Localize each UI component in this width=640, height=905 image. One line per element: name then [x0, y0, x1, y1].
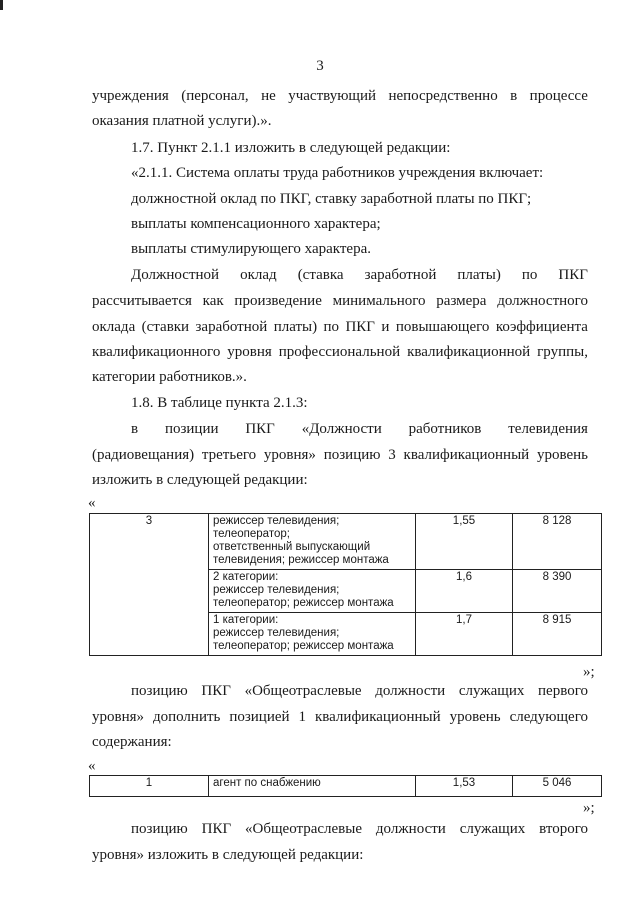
word: 3: [388, 447, 396, 463]
word: квалификационный: [314, 709, 441, 725]
word: следующего: [509, 709, 588, 725]
position-text: телеоператор; режиссер монтажа: [213, 597, 394, 609]
list-item: должностной оклад по ПКГ, ставку заработной платы по ПКГ;: [131, 191, 532, 207]
paragraph-line: оказания платной услуги).».: [92, 113, 272, 129]
word: ПКГ: [201, 683, 231, 699]
word: «Должности: [301, 421, 382, 437]
salary-cell: 8 390: [513, 570, 602, 613]
table-row: [90, 514, 602, 570]
word: по: [323, 319, 340, 335]
quote-open: «: [88, 495, 96, 511]
word: группы,: [537, 344, 588, 360]
salary-cell: 5 046: [513, 776, 602, 797]
word: дополнить: [152, 709, 221, 725]
item-1-8: 1.8. В таблице пункта 2.1.3:: [131, 395, 308, 411]
word: оклад: [240, 267, 277, 283]
paragraph-line: [131, 266, 588, 284]
position-text: [213, 627, 412, 640]
word: уровня»: [263, 447, 316, 463]
word: в: [131, 421, 139, 437]
word: позицию: [323, 447, 381, 463]
paragraph-line: изложить в следующей редакции:: [92, 472, 308, 488]
paragraph-line: категории работников.».: [92, 369, 247, 385]
paragraph-line: [92, 446, 588, 464]
position-word: режиссер: [213, 627, 265, 639]
position-word: ответственный: [213, 541, 293, 553]
word: должности: [375, 683, 446, 699]
word: повышающего: [395, 319, 490, 335]
word: заработной: [195, 319, 268, 335]
scan-mark: [0, 0, 3, 10]
salary-cell: 8 128: [513, 514, 602, 570]
word: рассчитывается: [92, 293, 192, 309]
word: работников: [408, 421, 482, 437]
word: второго: [539, 821, 588, 837]
word: ПКГ: [245, 421, 275, 437]
word: заработной: [364, 267, 437, 283]
word: произведение: [234, 293, 322, 309]
word: позицию: [131, 821, 188, 837]
word: Должностной: [131, 267, 220, 283]
word: участвующий: [288, 88, 376, 104]
word: коэффициента: [495, 319, 588, 335]
salary-table-tv: [89, 513, 602, 656]
qualification-level-cell: 3: [90, 514, 209, 656]
word: третьего: [201, 447, 257, 463]
position-word: выпускающий: [295, 541, 371, 553]
word: квалификационной: [407, 344, 531, 360]
word: минимального: [332, 293, 426, 309]
paragraph-line: [92, 343, 588, 361]
quote-close: »;: [583, 800, 595, 816]
coefficient-cell: 1,6: [416, 570, 513, 613]
word: профессиональной: [278, 344, 401, 360]
paragraph-line: уровня» изложить в следующей редакции:: [92, 847, 364, 863]
word: уровень: [536, 447, 588, 463]
word: платы): [457, 267, 501, 283]
paragraph-line: [92, 708, 588, 726]
word: телевидения: [508, 421, 588, 437]
word: позиции: [164, 421, 219, 437]
word: размера: [436, 293, 487, 309]
word: квалификационного: [92, 344, 221, 360]
position-cell: агент по снабжению: [209, 776, 416, 797]
position-text: телеоператор; режиссер монтажа: [213, 640, 394, 652]
paragraph-line: содержания:: [92, 734, 172, 750]
quote-close: »;: [583, 664, 595, 680]
word: позицию: [131, 683, 188, 699]
word: уровня»: [92, 709, 145, 725]
position-text: [213, 541, 412, 554]
word: (персонал,: [181, 88, 249, 104]
list-item: выплаты стимулирующего характера.: [131, 241, 371, 257]
word: по: [521, 267, 538, 283]
word: 1: [298, 709, 307, 725]
word: (радиовещания): [92, 447, 195, 463]
paragraph-line: [131, 420, 588, 438]
word: служащих: [459, 821, 526, 837]
list-item: выплаты компенсационного характера;: [131, 216, 381, 232]
position-text: телевидения; режиссер монтажа: [213, 554, 389, 566]
paragraph-line: [131, 820, 588, 838]
word: оклада: [92, 319, 136, 335]
coefficient-cell: 1,53: [416, 776, 513, 797]
word: квалификационный: [403, 447, 530, 463]
word: ПКГ: [558, 267, 588, 283]
word: (ставка: [297, 267, 344, 283]
item-2-1-1: «2.1.1. Система оплаты труда работников учреждения включает:: [131, 165, 544, 181]
position-word: телевидения;: [267, 584, 340, 596]
coefficient-cell: 1,7: [416, 613, 513, 656]
salary-cell: 8 915: [513, 613, 602, 656]
word: первого: [538, 683, 588, 699]
word: и: [381, 319, 390, 335]
position-word: телевидения;: [267, 627, 340, 639]
word: (ставки: [141, 319, 190, 335]
word: как: [202, 293, 224, 309]
salary-table-first-level: [89, 775, 602, 797]
position-cell: [209, 514, 416, 570]
position-text: [213, 584, 412, 597]
word: платы): [273, 319, 318, 335]
paragraph-line: [92, 87, 588, 105]
position-text: 1 категории:: [213, 614, 279, 626]
coefficient-cell: 1,55: [416, 514, 513, 570]
word: ПКГ: [345, 319, 375, 335]
qualification-level-cell: 1: [90, 776, 209, 797]
page-number: 3: [316, 58, 324, 74]
word: позицией: [229, 709, 290, 725]
word: «Общеотраслевые: [244, 683, 362, 699]
word: ПКГ: [201, 821, 232, 837]
word: «Общеотраслевые: [245, 821, 363, 837]
paragraph-line: [92, 318, 588, 336]
position-text: режиссер телевидения;: [213, 515, 340, 527]
word: учреждения: [92, 88, 169, 104]
quote-open: «: [88, 758, 96, 774]
word: должностного: [497, 293, 588, 309]
paragraph-line: [92, 292, 588, 310]
word: непосредственно: [388, 88, 498, 104]
word: служащих: [458, 683, 525, 699]
position-text: 2 категории:: [213, 571, 279, 583]
paragraph-line: [131, 682, 588, 700]
item-1-7: 1.7. Пункт 2.1.1 изложить в следующей редакции:: [131, 140, 451, 156]
position-cell: [209, 570, 416, 613]
position-text: телеоператор;: [213, 528, 290, 540]
position-word: режиссер: [213, 584, 265, 596]
word: уровня: [227, 344, 272, 360]
word: уровень: [449, 709, 501, 725]
word: должности: [375, 821, 446, 837]
word: процессе: [529, 88, 588, 104]
table-row: [90, 776, 602, 797]
word: не: [261, 88, 276, 104]
word: в: [510, 88, 518, 104]
position-cell: [209, 613, 416, 656]
